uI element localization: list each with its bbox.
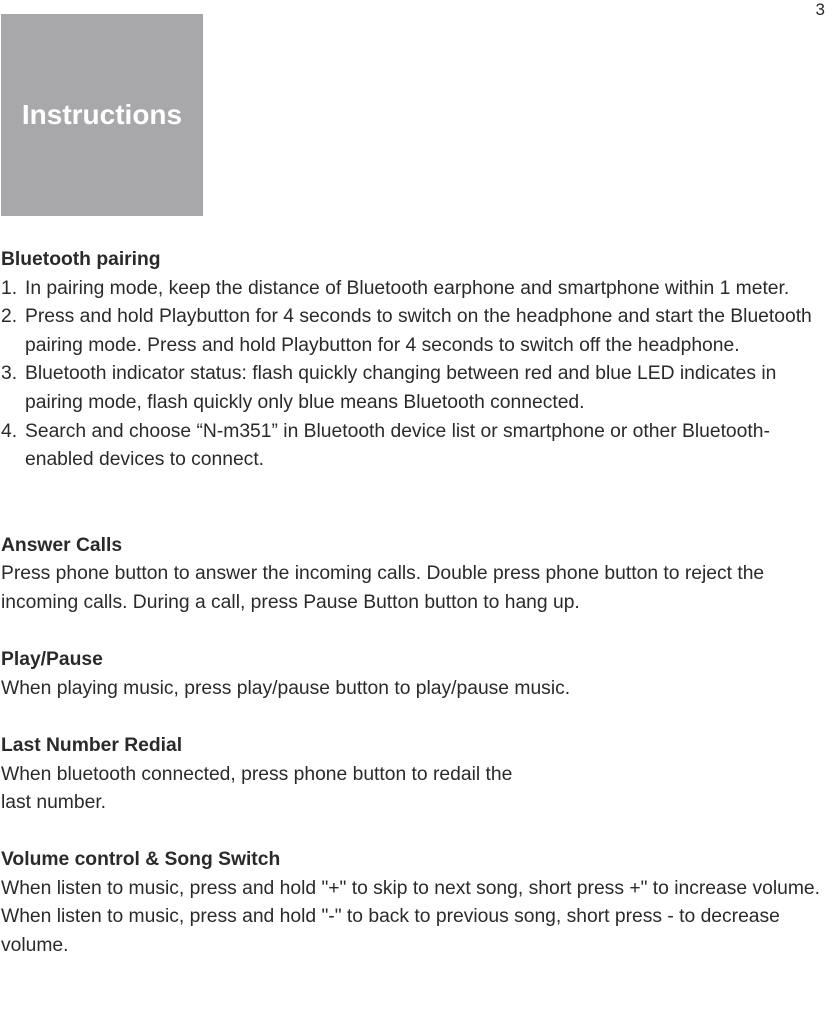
list-item <box>1 303 837 360</box>
step-number: 3. <box>1 363 18 385</box>
step-text: Search and choose “N-m351” in Bluetooth device list or smartphone or other Bluetooth-enabled devices to connect. <box>25 420 770 471</box>
answer-calls-text: Press phone button to answer the incoming calls. Double press phone button to reject the incoming calls. During a call, press Pause Button button to hang up. <box>1 563 765 613</box>
redial-text-line-2: last number. <box>1 792 107 814</box>
last-number-redial-heading: Last Number Redial <box>1 734 183 756</box>
volume-control-heading: Volume control & Song Switch <box>1 849 281 871</box>
play-pause-text: When playing music, press play/pause button to play/pause music. <box>1 677 571 699</box>
instructions-title: Instructions <box>21 99 183 130</box>
answer-calls-heading: Answer Calls <box>1 534 123 556</box>
play-pause-heading: Play/Pause <box>1 649 103 671</box>
bluetooth-pairing-heading: Bluetooth pairing <box>1 249 161 270</box>
step-text: Bluetooth indicator status: flash quickly changing between red and blue LED indicates in pairing mode, flash quickly only blue means Bluetooth connected. <box>25 363 777 413</box>
step-number: 2. <box>1 306 18 328</box>
step-text: Press and hold Playbutton for 4 seconds to switch on the headphone and start the Bluetooth pairing mode. Press and hold Playbutton for 4 seconds to switch off the headphone. <box>25 306 812 356</box>
document-content <box>1 246 837 961</box>
list-item <box>1 418 837 475</box>
instructions-header-box <box>1 14 203 216</box>
list-item <box>1 360 837 417</box>
step-number: 4. <box>1 420 18 442</box>
redial-text-line-1: When bluetooth connected, press phone button to redail the <box>1 763 513 785</box>
section-spacer <box>1 818 837 847</box>
section-spacer <box>1 618 837 647</box>
section-spacer <box>1 703 837 732</box>
section-spacer <box>1 475 837 532</box>
step-text: In pairing mode, keep the distance of Bluetooth earphone and smartphone within 1 meter. <box>25 277 790 299</box>
step-number: 1. <box>1 277 18 299</box>
bluetooth-steps-list <box>1 275 837 475</box>
volume-control-text: When listen to music, press and hold "+" to skip to next song, short press +" to increase volume. When listen to music, press and hold "-" to back to previous song, short press - to decrease volume. <box>1 877 820 957</box>
list-item <box>1 275 837 304</box>
page-number: 3 <box>815 0 825 19</box>
